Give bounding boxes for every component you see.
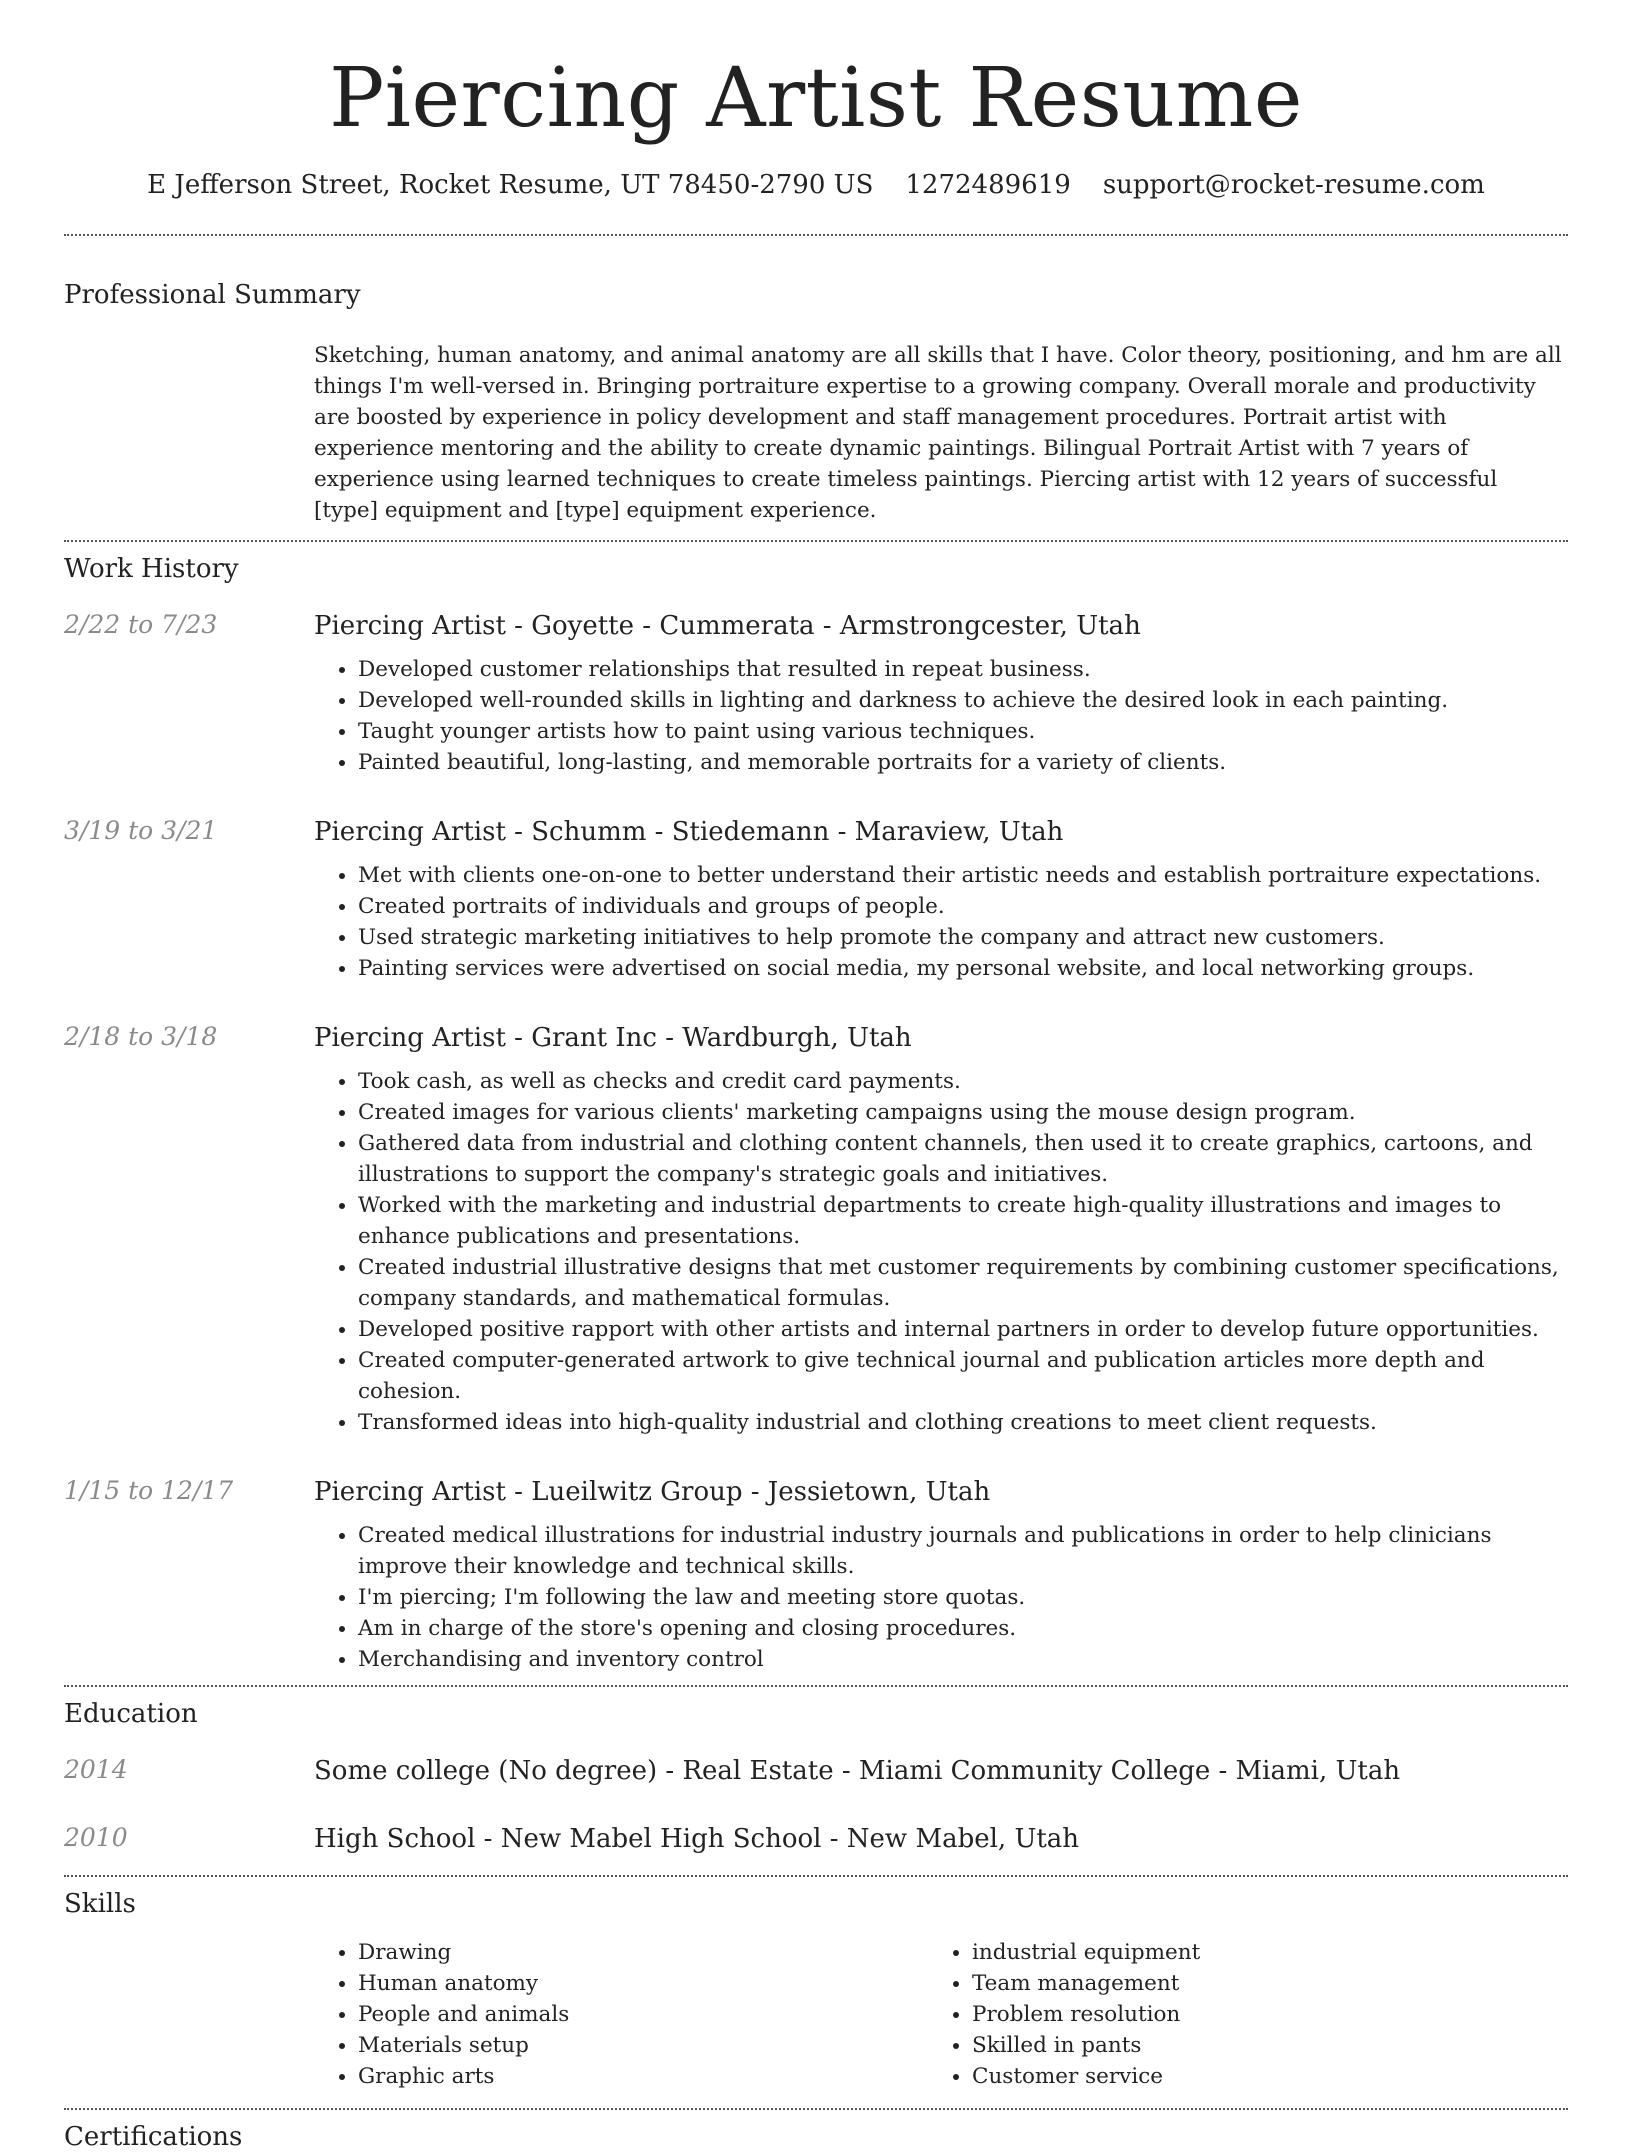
job-entry [0,610,1632,778]
job-bullet: • Created computer-generated artwork to give technical journal and publication articles more depth and cohesion. [358,1345,1569,1407]
contact-phone: 1272489619 [905,170,1071,201]
contact-email: support@rocket-resume.com [1102,170,1485,201]
summary-heading: Professional Summary [64,280,361,311]
contact-line [0,170,1632,200]
summary-text: Sketching, human anatomy, and animal anatomy are all skills that I have. Color theory, positioning, and hm are all things I'm well-versed in. Bringing portraiture expertise to a growing company. Overall morale and productivity are boosted by experience in policy development and staff management procedures. Portrait artist with experience mentoring and the ability to create dynamic paintings. Bilingual Portrait Artist with 7 years of experience using learned techniques to create timeless paintings. Piercing artist with 12 years of successful [type] equipment and [type] equipment experience. [314,343,1562,524]
header-divider [64,234,1568,236]
job-bullet: • Created portraits of individuals and groups of people. [358,891,1569,922]
job-entry [0,1022,1632,1438]
skills-divider [64,2108,1568,2110]
certifications-heading: Certifications [64,2122,243,2152]
job-bullets [314,1520,1569,1675]
job-entry [0,1476,1632,1675]
education-divider [64,1875,1568,1877]
job-date: 2/18 to 3/18 [64,1022,218,1052]
job-bullet: • Transformed ideas into high-quality industrial and clothing creations to meet client requests. [358,1407,1569,1438]
skills-heading: Skills [64,1889,136,1920]
job-bullet: • Created industrial illustrative designs that met customer requirements by combining customer specifications, company standards, and mathematical formulas. [358,1252,1569,1314]
job-bullet: • Developed well-rounded skills in lighting and darkness to achieve the desired look in each painting. [358,685,1569,716]
skill-item: • Human anatomy [358,1968,928,1999]
education-date: 2010 [64,1823,128,1853]
work-history-heading: Work History [64,554,239,585]
education-entry [0,1823,1632,1855]
job-bullet: • Painting services were advertised on social media, my personal website, and local networking groups. [358,953,1569,984]
resume-header [0,0,1632,200]
job-date: 1/15 to 12/17 [64,1476,234,1506]
job-bullet: • Created medical illustrations for industrial industry journals and publications in order to help clinicians improve their knowledge and technical skills. [358,1520,1569,1582]
education-body [314,1755,1569,1787]
skills-column-right [928,1937,1542,2092]
skill-item: • Graphic arts [358,2061,928,2092]
skill-item: • Customer service [972,2061,1542,2092]
job-body [314,816,1569,984]
contact-address: E Jefferson Street, Rocket Resume, UT 78450-2790 US [147,170,874,201]
job-bullet: • Merchandising and inventory control [358,1644,1569,1675]
education-body [314,1823,1569,1855]
education-heading: Education [64,1699,198,1730]
job-bullet: • Created images for various clients' marketing campaigns using the mouse design program. [358,1097,1569,1128]
skill-item: • Materials setup [358,2030,928,2061]
education-title: Some college (No degree) - Real Estate - Miami Community College - Miami, Utah [314,1756,1401,1787]
work-divider [64,1685,1568,1687]
job-bullet: • Met with clients one-on-one to better understand their artistic needs and establish portraiture expectations. [358,860,1569,891]
skill-item: • Skilled in pants [972,2030,1542,2061]
job-bullet: • Developed positive rapport with other artists and internal partners in order to develop future opportunities. [358,1314,1569,1345]
job-bullet: • Took cash, as well as checks and credit card payments. [358,1066,1569,1097]
skills-grid [314,1937,1632,2092]
skill-item: • Team management [972,1968,1542,1999]
skill-item: • People and animals [358,1999,928,2030]
education-date: 2014 [64,1755,128,1785]
skill-item: • Drawing [358,1937,928,1968]
job-bullet: • Taught younger artists how to paint using various techniques. [358,716,1569,747]
resume-title: Piercing Artist Resume [329,51,1303,146]
job-bullet: • Developed customer relationships that resulted in repeat business. [358,654,1569,685]
job-entry [0,816,1632,984]
job-bullet: • Used strategic marketing initiatives to help promote the company and attract new customers. [358,922,1569,953]
skill-item: • industrial equipment [972,1937,1542,1968]
education-title: High School - New Mabel High School - New Mabel, Utah [314,1824,1080,1855]
job-date: 2/22 to 7/23 [64,610,218,640]
education-entry [0,1755,1632,1787]
job-title: Piercing Artist - Lueilwitz Group - Jessietown, Utah [314,1477,991,1508]
skill-item: • Problem resolution [972,1999,1542,2030]
job-body [314,610,1569,778]
job-bullets [314,860,1569,984]
job-bullets [314,1066,1569,1438]
job-date: 3/19 to 3/21 [64,816,218,846]
job-bullet: • Worked with the marketing and industrial departments to create high-quality illustrations and images to enhance publications and presentations. [358,1190,1569,1252]
summary-divider [64,540,1568,542]
skills-column-left [314,1937,928,2092]
job-bullet: • Am in charge of the store's opening and closing procedures. [358,1613,1569,1644]
job-bullet: • Painted beautiful, long-lasting, and memorable portraits for a variety of clients. [358,747,1569,778]
job-body [314,1022,1569,1438]
job-body [314,1476,1569,1675]
job-title: Piercing Artist - Grant Inc - Wardburgh, Utah [314,1023,912,1054]
job-bullets [314,654,1569,778]
job-title: Piercing Artist - Goyette - Cummerata - Armstrongcester, Utah [314,611,1141,642]
job-bullet: • Gathered data from industrial and clothing content channels, then used it to create graphics, cartoons, and illustrations to support the company's strategic goals and initiatives. [358,1128,1569,1190]
job-bullet: • I'm piercing; I'm following the law and meeting store quotas. [358,1582,1569,1613]
job-title: Piercing Artist - Schumm - Stiedemann - Maraview, Utah [314,817,1064,848]
